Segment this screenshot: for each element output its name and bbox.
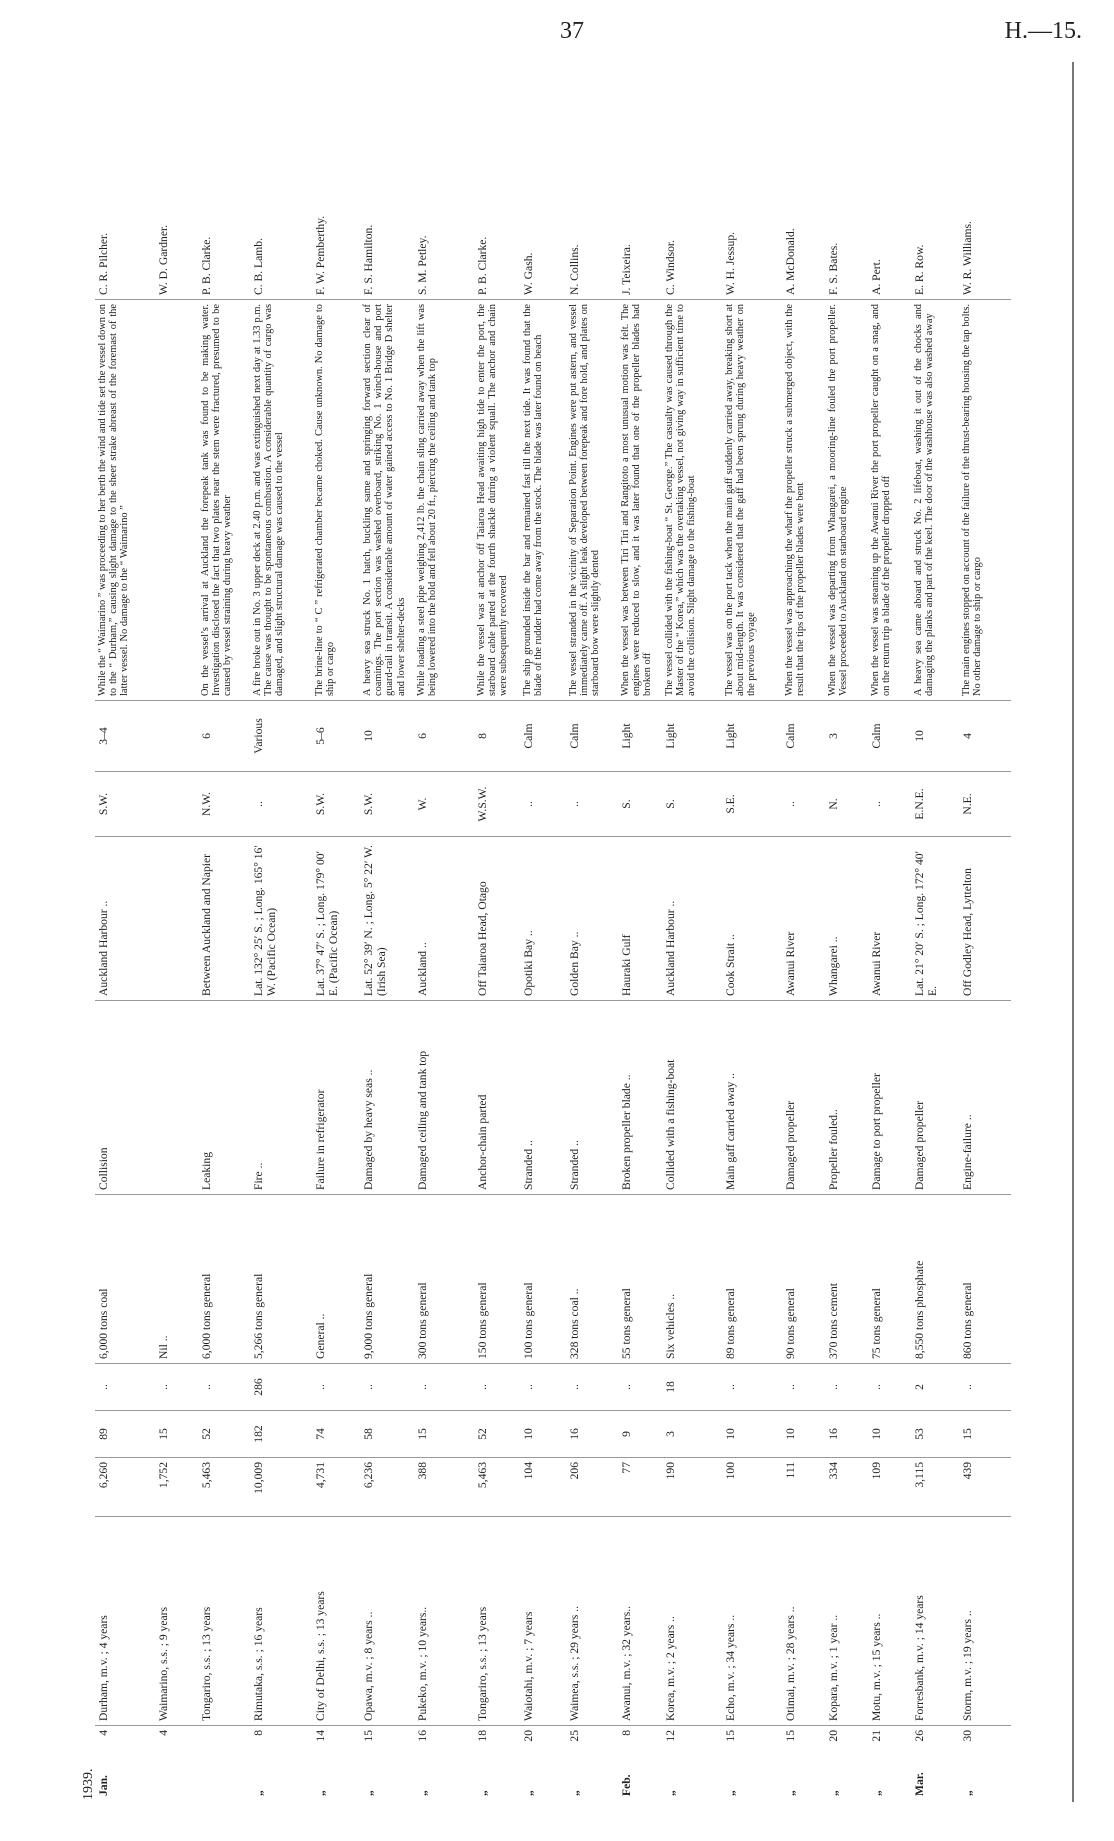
pass-cell: 286 xyxy=(250,1364,312,1411)
cargo-cell: 5,266 tons general xyxy=(250,1195,312,1364)
casualty-cell: Damaged propeller xyxy=(782,1001,825,1195)
pass-cell: .. xyxy=(959,1364,1011,1411)
force-cell: Light xyxy=(618,701,662,772)
table-row xyxy=(782,60,825,1800)
day-cell: 16 xyxy=(416,1730,429,1742)
casualty-cell: Failure in refrigerator xyxy=(312,1001,360,1195)
vessel-cell: Pukeko, m.v. ; 10 years.. xyxy=(414,1517,474,1726)
place-cell: Off Godley Head, Lyttelton xyxy=(959,837,1011,1001)
table-row xyxy=(414,60,474,1800)
wind-cell xyxy=(155,772,198,837)
force-cell: 3 xyxy=(825,701,868,772)
table-row xyxy=(474,60,520,1800)
remarks-cell: The vessel was on the port tack when the main gaff suddenly carried away, breaking short at about mid-length. It was considered that the gaff had been sprung during heavy weather on the previous voyage xyxy=(722,300,782,701)
remarks-cell: The ship grounded inside the bar and remained fast till the next tide. It was found that the blade of the rudder had come away from the stock. The blade was later found on beach xyxy=(520,300,566,701)
day-cell xyxy=(198,1726,250,1761)
officer-cell: F. S. Bates. xyxy=(825,60,868,300)
pass-cell: .. xyxy=(198,1364,250,1411)
place-cell: Lat. 37° 47′ S. ; Long. 179° 00′ E. (Pacific Ocean) xyxy=(312,837,360,1001)
page-rule xyxy=(1072,62,1074,1802)
place-cell: Auckland .. xyxy=(414,837,474,1001)
cargo-cell: 55 tons general xyxy=(618,1195,662,1364)
crew-cell: 16 xyxy=(566,1411,618,1458)
wind-cell: .. xyxy=(520,772,566,837)
officer-cell: P. B. Clarke. xyxy=(198,60,250,300)
cargo-cell: 370 tons cement xyxy=(825,1195,868,1364)
remarks-cell: On the vessel’s arrival at Auckland the forepeak tank was found to be making water. Investigation disclosed the fact that two plates near the stem were fractured, presumed to be caused by vessel straining during heavy weather xyxy=(198,300,250,701)
day-cell: 15 xyxy=(362,1730,375,1742)
cargo-cell: 300 tons general xyxy=(414,1195,474,1364)
vessel-cell: Tongariro, s.s. ; 13 years xyxy=(198,1517,250,1726)
wind-cell: .. xyxy=(868,772,911,837)
remarks-cell: When the vessel was approaching the wharf the propeller struck a submerged object, with the result that the tips of the propeller blades were bent xyxy=(782,300,825,701)
tonnage-cell: 6,236 xyxy=(360,1458,414,1517)
vessel-cell: City of Delhi, s.s. ; 13 years xyxy=(312,1517,360,1726)
cargo-cell: 8,550 tons phosphate xyxy=(911,1195,959,1364)
day-cell: 20 xyxy=(522,1730,535,1742)
place-cell: Between Auckland and Napier xyxy=(198,837,250,1001)
vessel-cell: Forresbank, m.v. ; 14 years xyxy=(911,1517,959,1726)
place-cell: Awanui River xyxy=(782,837,825,1001)
casualty-cell: Engine-failure .. xyxy=(959,1001,1011,1195)
officer-cell: W. D. Gardner. xyxy=(155,60,198,300)
force-cell: Light xyxy=(662,701,722,772)
remarks-cell: A fire broke out in No. 3 upper deck at 2.40 p.m. and was extinguished next day at 1.33 p.m. The cause was thought to be spontaneous combustion. A considerable quantity of cargo was damaged, and slight structural damage was caused to the vessel xyxy=(250,300,312,701)
remarks-cell: The vessel stranded in the vicinity of Separation Point. Engines were put astern, and vessel immediately came off. A slight leak developed between forepeak and fore hold, and plates on starboard bow were slightly dented xyxy=(566,300,618,701)
cargo-cell: 89 tons general xyxy=(722,1195,782,1364)
table-row xyxy=(312,60,360,1800)
table-row xyxy=(95,60,155,1800)
month-cell: „ xyxy=(362,1790,375,1796)
place-cell: Whangarei .. xyxy=(825,837,868,1001)
cargo-cell: 6,000 tons coal xyxy=(95,1195,155,1364)
vessel-cell: Waimea, s.s. ; 29 years .. xyxy=(566,1517,618,1726)
tonnage-cell: 1,752 xyxy=(155,1458,198,1517)
tonnage-cell: 439 xyxy=(959,1458,1011,1517)
vessel-cell: Otimai, m.v. ; 28 years .. xyxy=(782,1517,825,1726)
pass-cell: .. xyxy=(474,1364,520,1411)
day-cell: 21 xyxy=(870,1730,883,1742)
cargo-cell: 328 tons coal .. xyxy=(566,1195,618,1364)
vessel-cell: Rimutaka, s.s. ; 16 years xyxy=(250,1517,312,1726)
wind-cell: N.E. xyxy=(959,772,1011,837)
pass-cell: .. xyxy=(566,1364,618,1411)
crew-cell: 9 xyxy=(618,1411,662,1458)
cargo-cell: Nil .. xyxy=(155,1195,198,1364)
place-cell: Cook Strait .. xyxy=(722,837,782,1001)
month-cell: „ xyxy=(827,1790,840,1796)
wind-cell: S.E. xyxy=(722,772,782,837)
month-cell: „ xyxy=(476,1790,489,1796)
month-cell xyxy=(198,1760,250,1800)
force-cell: 10 xyxy=(360,701,414,772)
casualty-cell: Fire .. xyxy=(250,1001,312,1195)
crew-cell: 15 xyxy=(959,1411,1011,1458)
day-cell: 8 xyxy=(620,1730,633,1736)
remarks-cell: While loading a steel pipe weighing 2,412 lb. the chain sling carried away when the lift was being lowered into the hold and fell about 20 ft., piercing the ceiling and tank top xyxy=(414,300,474,701)
table-row xyxy=(360,60,414,1800)
remarks-cell: When the vessel was departing from Whangarei, a mooring-line fouled the port propeller. Vessel proceeded to Auckland on starboard engine xyxy=(825,300,868,701)
force-cell: Various xyxy=(250,701,312,772)
officer-cell: P. B. Clarke. xyxy=(474,60,520,300)
wind-cell: .. xyxy=(782,772,825,837)
wind-cell: S. xyxy=(618,772,662,837)
crew-cell: 10 xyxy=(520,1411,566,1458)
place-cell: Auckland Harbour .. xyxy=(662,837,722,1001)
pass-cell: 18 xyxy=(662,1364,722,1411)
day-cell: 14 xyxy=(314,1730,327,1742)
vessel-cell: Tongariro, s.s. ; 13 years xyxy=(474,1517,520,1726)
table-row xyxy=(868,60,911,1800)
officer-cell: W. R. Williams. xyxy=(959,60,1011,300)
pass-cell: .. xyxy=(95,1364,155,1411)
table-row xyxy=(825,60,868,1800)
casualty-table xyxy=(95,60,1011,1800)
tonnage-cell: 3,115 xyxy=(911,1458,959,1517)
crew-cell: 53 xyxy=(911,1411,959,1458)
officer-cell: J. Teixeira. xyxy=(618,60,662,300)
force-cell: 8 xyxy=(474,701,520,772)
force-cell: Calm xyxy=(520,701,566,772)
day-cell: 30 xyxy=(961,1730,974,1742)
day-cell: 18 xyxy=(476,1730,489,1742)
pass-cell: 2 xyxy=(911,1364,959,1411)
wind-cell: .. xyxy=(250,772,312,837)
officer-cell: C. Windsor. xyxy=(662,60,722,300)
wind-cell: .. xyxy=(566,772,618,837)
pass-cell: .. xyxy=(618,1364,662,1411)
vessel-cell: Echo, m.v. ; 34 years .. xyxy=(722,1517,782,1726)
cargo-cell: 100 tons general xyxy=(520,1195,566,1364)
vessel-cell: Waimarino, s.s. ; 9 years xyxy=(155,1517,198,1726)
day-cell: 8 xyxy=(252,1730,265,1736)
force-cell: 6 xyxy=(198,701,250,772)
crew-cell: 52 xyxy=(198,1411,250,1458)
day-cell: 12 xyxy=(664,1730,677,1742)
month-cell: „ xyxy=(961,1790,974,1796)
pass-cell: .. xyxy=(155,1364,198,1411)
tonnage-cell: 334 xyxy=(825,1458,868,1517)
remarks-cell: A heavy sea came aboard and struck No. 2 lifeboat, washing it out of the chocks and damaging the planks and part of the keel. The door of the washhouse was also washed away xyxy=(911,300,959,701)
cargo-cell: Six vehicles .. xyxy=(662,1195,722,1364)
table-row xyxy=(959,60,1011,1800)
place-cell: Golden Bay .. xyxy=(566,837,618,1001)
pass-cell: .. xyxy=(360,1364,414,1411)
remarks-cell: When the vessel was steaming up the Awanui River the port propeller caught on a snag, and on the return trip a blade of the propeller dropped off xyxy=(868,300,911,701)
place-cell: Auckland Harbour .. xyxy=(95,837,155,1001)
cargo-cell: General .. xyxy=(312,1195,360,1364)
tonnage-cell: 10,009 xyxy=(250,1458,312,1517)
tonnage-cell: 111 xyxy=(782,1458,825,1517)
cargo-cell: 6,000 tons general xyxy=(198,1195,250,1364)
officer-cell: W. Gash. xyxy=(520,60,566,300)
cargo-cell: 90 tons general xyxy=(782,1195,825,1364)
casualty-cell: Collided with a fishing-boat xyxy=(662,1001,722,1195)
tonnage-cell: 109 xyxy=(868,1458,911,1517)
crew-cell: 52 xyxy=(474,1411,520,1458)
remarks-cell: While the vessel was at anchor off Taiaroa Head awaiting high tide to enter the port, the starboard cable parted at the fourth shackle during a violent squall. The anchor and chain were subsequently recovered xyxy=(474,300,520,701)
force-cell: Calm xyxy=(566,701,618,772)
table-row xyxy=(722,60,782,1800)
casualty-cell: Stranded .. xyxy=(520,1001,566,1195)
tonnage-cell: 4,731 xyxy=(312,1458,360,1517)
casualty-cell: Damaged ceiling and tank top xyxy=(414,1001,474,1195)
page-number: 37 xyxy=(560,18,584,44)
day-cell: 4 xyxy=(157,1730,170,1736)
wind-cell: S.W. xyxy=(312,772,360,837)
crew-cell: 16 xyxy=(825,1411,868,1458)
cargo-cell: 150 tons general xyxy=(474,1195,520,1364)
day-cell: 15 xyxy=(724,1730,737,1742)
wind-cell: E.N.E. xyxy=(911,772,959,837)
force-cell xyxy=(155,701,198,772)
force-cell: Calm xyxy=(782,701,825,772)
remarks-cell: The vessel collided with the fishing-boat “ St. George.” The casualty was caused through the Master of the “ Korea,” which was the overtaking vessel, not giving way in sufficient time to avoid the collision. Slight damage to the fishing-boat xyxy=(662,300,722,701)
place-cell: Off Taiaroa Head, Otago xyxy=(474,837,520,1001)
pass-cell: .. xyxy=(782,1364,825,1411)
crew-cell: 58 xyxy=(360,1411,414,1458)
tonnage-cell: 206 xyxy=(566,1458,618,1517)
crew-cell: 182 xyxy=(250,1411,312,1458)
tonnage-cell: 100 xyxy=(722,1458,782,1517)
day-cell: 26 xyxy=(913,1730,926,1742)
month-cell xyxy=(155,1760,198,1800)
officer-cell: C. R. Pilcher. xyxy=(95,60,155,300)
day-cell: 4 xyxy=(97,1730,110,1736)
day-cell: 25 xyxy=(568,1730,581,1742)
tonnage-cell: 6,260 xyxy=(95,1458,155,1517)
day-cell: 15 xyxy=(784,1730,797,1742)
tonnage-cell: 388 xyxy=(414,1458,474,1517)
place-cell: Lat. 21° 20′ S. ; Long. 172° 40′ E. xyxy=(911,837,959,1001)
table-row xyxy=(155,60,198,1800)
vessel-cell: Storm, m.v. ; 19 years .. xyxy=(959,1517,1011,1726)
crew-cell: 74 xyxy=(312,1411,360,1458)
cargo-cell: 9,000 tons general xyxy=(360,1195,414,1364)
month-cell: „ xyxy=(416,1790,429,1796)
officer-cell: C. B. Lamb. xyxy=(250,60,312,300)
month-cell: „ xyxy=(784,1790,797,1796)
wind-cell: W. xyxy=(414,772,474,837)
vessel-cell: Motu, m.v. ; 15 years .. xyxy=(868,1517,911,1726)
place-cell: Opotiki Bay .. xyxy=(520,837,566,1001)
vessel-cell: Awanui, m.v. ; 32 years.. xyxy=(618,1517,662,1726)
wind-cell: S. xyxy=(662,772,722,837)
casualty-table-rotated xyxy=(81,60,1060,1800)
pass-cell: .. xyxy=(868,1364,911,1411)
month-cell: „ xyxy=(522,1790,535,1796)
place-cell: Lat. 52° 39′ N. ; Long. 5° 22′ W. (Irish Sea) xyxy=(360,837,414,1001)
vessel-cell: Korea, m.v. ; 2 years .. xyxy=(662,1517,722,1726)
document-reference: H.—15. xyxy=(1004,18,1082,44)
casualty-cell: Damage to port propeller xyxy=(868,1001,911,1195)
remarks-cell: While the “ Waimarino ” was proceeding to her berth the wind and tide set the vessel down on to the “ Durham,” causing slight damage to the sheer strake abreast of the foremast of the latter vessel. No damage to the “ Waimarino ” xyxy=(95,300,155,701)
remarks-cell: The main engines stopped on account of the failure of the thrust-bearing housing the tap bolts. No other damage to ship or cargo xyxy=(959,300,1011,701)
remarks-cell: A heavy sea struck No. 1 hatch, buckling same and springing forward section clear of coamings. The port section was washed overboard, striking No. 1 winch-house and port guard-rail in transit. A considerable amount of water gained access to No. 1 Bridge D shelter and lower shelter-decks xyxy=(360,300,414,701)
wind-cell: S.W. xyxy=(95,772,155,837)
casualty-cell: Broken propeller blade .. xyxy=(618,1001,662,1195)
officer-cell: E. R. Row. xyxy=(911,60,959,300)
officer-cell: A. Pert. xyxy=(868,60,911,300)
casualty-cell: Damaged by heavy seas .. xyxy=(360,1001,414,1195)
crew-cell: 10 xyxy=(782,1411,825,1458)
officer-cell: W. H. Jessup. xyxy=(722,60,782,300)
cargo-cell: 860 tons general xyxy=(959,1195,1011,1364)
casualty-cell: Stranded .. xyxy=(566,1001,618,1195)
casualty-cell: Damaged propeller xyxy=(911,1001,959,1195)
vessel-cell: Waiotahi, m.v. ; 7 years xyxy=(520,1517,566,1726)
table-row xyxy=(520,60,566,1800)
force-cell: 4 xyxy=(959,701,1011,772)
vessel-cell: Durham, m.v. ; 4 years xyxy=(95,1517,155,1726)
casualty-cell: Main gaff carried away .. xyxy=(722,1001,782,1195)
casualty-cell: Anchor-chain parted xyxy=(474,1001,520,1195)
remarks-cell xyxy=(155,300,198,701)
remarks-cell: When the vessel was between Tiri Tiri and Rangitoto a most unusual motion was felt. The engines were reduced to slow, and it was later found that one of the propeller blades had broken off xyxy=(618,300,662,701)
force-cell: 5–6 xyxy=(312,701,360,772)
table-row xyxy=(618,60,662,1800)
table-row xyxy=(566,60,618,1800)
table-row xyxy=(198,60,250,1800)
casualty-cell: Leaking xyxy=(198,1001,250,1195)
officer-cell: F. W. Pemberthy. xyxy=(312,60,360,300)
table-row xyxy=(250,60,312,1800)
remarks-cell: The brine-line to “ C ” refrigerated chamber became choked. Cause unknown. No damage to ship or cargo xyxy=(312,300,360,701)
pass-cell: .. xyxy=(312,1364,360,1411)
wind-cell: S.W. xyxy=(360,772,414,837)
tonnage-cell: 104 xyxy=(520,1458,566,1517)
place-cell xyxy=(155,837,198,1001)
crew-cell: 10 xyxy=(722,1411,782,1458)
crew-cell: 15 xyxy=(155,1411,198,1458)
force-cell: 6 xyxy=(414,701,474,772)
wind-cell: N. xyxy=(825,772,868,837)
tonnage-cell: 5,463 xyxy=(474,1458,520,1517)
casualty-cell xyxy=(155,1001,198,1195)
month-cell: „ xyxy=(724,1790,737,1796)
month-cell: „ xyxy=(568,1790,581,1796)
place-cell: Lat. 132° 25′ S. ; Long. 165° 16′ W. (Pacific Ocean) xyxy=(250,837,312,1001)
month-cell: Jan. xyxy=(97,1775,110,1796)
month-cell: „ xyxy=(870,1790,883,1796)
officer-cell: N. Collins. xyxy=(566,60,618,300)
wind-cell: N.W. xyxy=(198,772,250,837)
place-cell: Hauraki Gulf xyxy=(618,837,662,1001)
casualty-cell: Collision xyxy=(95,1001,155,1195)
crew-cell: 3 xyxy=(662,1411,722,1458)
month-cell: „ xyxy=(314,1790,327,1796)
wind-cell: W.S.W. xyxy=(474,772,520,837)
table-row xyxy=(911,60,959,1800)
vessel-cell: Kopara, m.v. ; 1 year .. xyxy=(825,1517,868,1726)
officer-cell: A. McDonald. xyxy=(782,60,825,300)
force-cell: 10 xyxy=(911,701,959,772)
casualty-cell: Propeller fouled.. xyxy=(825,1001,868,1195)
officer-cell: S. M. Petley. xyxy=(414,60,474,300)
crew-cell: 10 xyxy=(868,1411,911,1458)
day-cell: 20 xyxy=(827,1730,840,1742)
pass-cell: .. xyxy=(722,1364,782,1411)
pass-cell: .. xyxy=(414,1364,474,1411)
month-cell: „ xyxy=(664,1790,677,1796)
tonnage-cell: 190 xyxy=(662,1458,722,1517)
officer-cell: F. S. Hamilton. xyxy=(360,60,414,300)
tonnage-cell: 77 xyxy=(618,1458,662,1517)
force-cell: Light xyxy=(722,701,782,772)
pass-cell: .. xyxy=(825,1364,868,1411)
tonnage-cell: 5,463 xyxy=(198,1458,250,1517)
month-cell: Mar. xyxy=(913,1772,926,1796)
month-cell: „ xyxy=(252,1790,265,1796)
place-cell: Awanui River xyxy=(868,837,911,1001)
vessel-cell: Opawa, m.v. ; 8 years .. xyxy=(360,1517,414,1726)
pass-cell: .. xyxy=(520,1364,566,1411)
crew-cell: 89 xyxy=(95,1411,155,1458)
crew-cell: 15 xyxy=(414,1411,474,1458)
force-cell: 3–4 xyxy=(95,701,155,772)
cargo-cell: 75 tons general xyxy=(868,1195,911,1364)
force-cell: Calm xyxy=(868,701,911,772)
table-row xyxy=(662,60,722,1800)
year-label: 1939. xyxy=(81,1768,96,1800)
month-cell: Feb. xyxy=(620,1774,633,1796)
